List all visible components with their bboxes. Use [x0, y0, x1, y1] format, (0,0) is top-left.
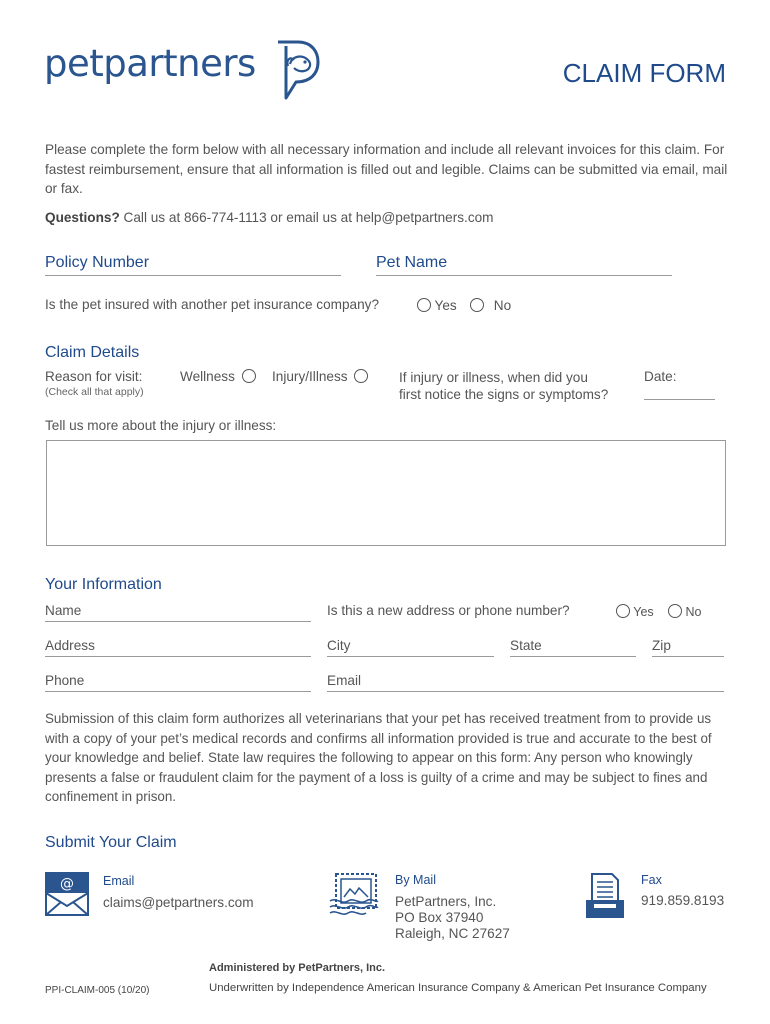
- zip-label: Zip: [652, 638, 671, 653]
- your-information-heading: Your Information: [45, 576, 162, 593]
- claim-details-heading: Claim Details: [45, 344, 140, 361]
- phone-field[interactable]: [45, 673, 311, 692]
- address-field[interactable]: [45, 638, 311, 657]
- injury-description-textarea[interactable]: [46, 440, 726, 546]
- radio-no[interactable]: [470, 298, 484, 312]
- zip-field[interactable]: [652, 638, 724, 657]
- state-field[interactable]: [510, 638, 636, 657]
- yes-label: Yes: [434, 298, 457, 313]
- dog-logo-icon: [272, 38, 322, 102]
- injury-option[interactable]: [272, 369, 368, 384]
- mail-address: [395, 894, 510, 942]
- date-label: Date:: [644, 369, 677, 384]
- state-label: State: [510, 638, 542, 653]
- new-address-no-label: No: [685, 605, 702, 619]
- administered-by: Administered by PetPartners, Inc.: [209, 962, 386, 974]
- radio-injury[interactable]: [354, 369, 368, 383]
- reason-hint: (Check all that apply): [45, 386, 144, 398]
- form-title: CLAIM FORM: [562, 58, 726, 88]
- radio-new-address-no[interactable]: [668, 604, 682, 618]
- questions-line: [45, 210, 494, 225]
- mail-line1: PetPartners, Inc.: [395, 894, 497, 909]
- fax-machine-icon: [584, 872, 626, 920]
- new-address-yes[interactable]: [616, 604, 654, 619]
- other-insurance-no[interactable]: [470, 298, 511, 313]
- mail-line3: Raleigh, NC 27627: [395, 926, 510, 941]
- other-insurance-row: [45, 297, 379, 312]
- email-method-label: Email: [103, 874, 135, 888]
- reason-label: Reason for visit:: [45, 369, 143, 384]
- pet-name-field[interactable]: [376, 254, 672, 276]
- wellness-option[interactable]: [180, 369, 256, 384]
- date-field[interactable]: [644, 386, 715, 400]
- claims-email-link[interactable]: claims@petpartners.com: [103, 895, 254, 910]
- postage-stamp-icon: [328, 871, 380, 917]
- city-label: City: [327, 638, 351, 653]
- fax-number: 919.859.8193: [641, 893, 725, 908]
- radio-new-address-yes[interactable]: [616, 604, 630, 618]
- mail-line2: PO Box 37940: [395, 910, 484, 925]
- email-field[interactable]: [327, 673, 724, 692]
- policy-number-label: Policy Number: [45, 254, 150, 271]
- pet-name-label: Pet Name: [376, 254, 448, 271]
- other-insurance-yes[interactable]: [417, 298, 457, 313]
- questions-label: Questions?: [45, 210, 120, 225]
- city-field[interactable]: [327, 638, 494, 657]
- address-label: Address: [45, 638, 95, 653]
- new-address-question: Is this a new address or phone number?: [327, 603, 570, 618]
- brand-logo-text: petpartners: [44, 42, 256, 85]
- form-code: PPI-CLAIM-005 (10/20): [45, 985, 150, 996]
- name-label: Name: [45, 603, 82, 618]
- svg-text:@: @: [60, 876, 74, 892]
- no-label: No: [493, 298, 512, 313]
- mail-method-label: By Mail: [395, 873, 436, 887]
- new-address-no[interactable]: [668, 604, 701, 619]
- new-address-yes-label: Yes: [633, 605, 654, 619]
- other-insurance-question: Is the pet insured with another pet insurance company?: [45, 297, 380, 312]
- name-field[interactable]: [45, 603, 311, 622]
- radio-yes[interactable]: [417, 298, 431, 312]
- wellness-label: Wellness: [180, 369, 235, 384]
- tell-more-label: Tell us more about the injury or illness:: [45, 418, 277, 433]
- submit-heading: Submit Your Claim: [45, 834, 177, 851]
- notice-question: [399, 369, 608, 403]
- email-envelope-icon: [45, 872, 89, 916]
- phone-label: Phone: [45, 673, 85, 688]
- intro-paragraph: Please complete the form below with all necessary information and include all relevant invoices for this claim. For fastest reimbursement, ensure that all information is filled out and legible. Claims can be submitted via email, mail or fax.: [45, 142, 728, 196]
- radio-wellness[interactable]: [242, 369, 256, 383]
- policy-number-field[interactable]: [45, 254, 341, 276]
- injury-label: Injury/Illness: [272, 369, 348, 384]
- underwritten-by: Underwritten by Independence American Insurance Company & American Pet Insurance Company: [209, 982, 707, 994]
- questions-text: Call us at 866-774-1113 or email us at help@petpartners.com: [119, 210, 494, 225]
- legal-paragraph: Submission of this claim form authorizes all veterinarians that your pet has received treatment from to provide us with a copy of your pet’s medical records and confirms all information provided is true and accurate to the best of your knowledge and belief. State law requires the following to appear on this form: Any person who knowingly presents a false or fraudulent claim for the payment of a loss is guilty of a crime and may be subject to fines and confinement in prison.: [45, 711, 712, 804]
- email-label: Email: [327, 673, 361, 688]
- notice-question-line1: If injury or illness, when did you: [399, 370, 588, 385]
- fax-method-label: Fax: [641, 873, 662, 887]
- notice-question-line2: first notice the signs or symptoms?: [399, 387, 609, 402]
